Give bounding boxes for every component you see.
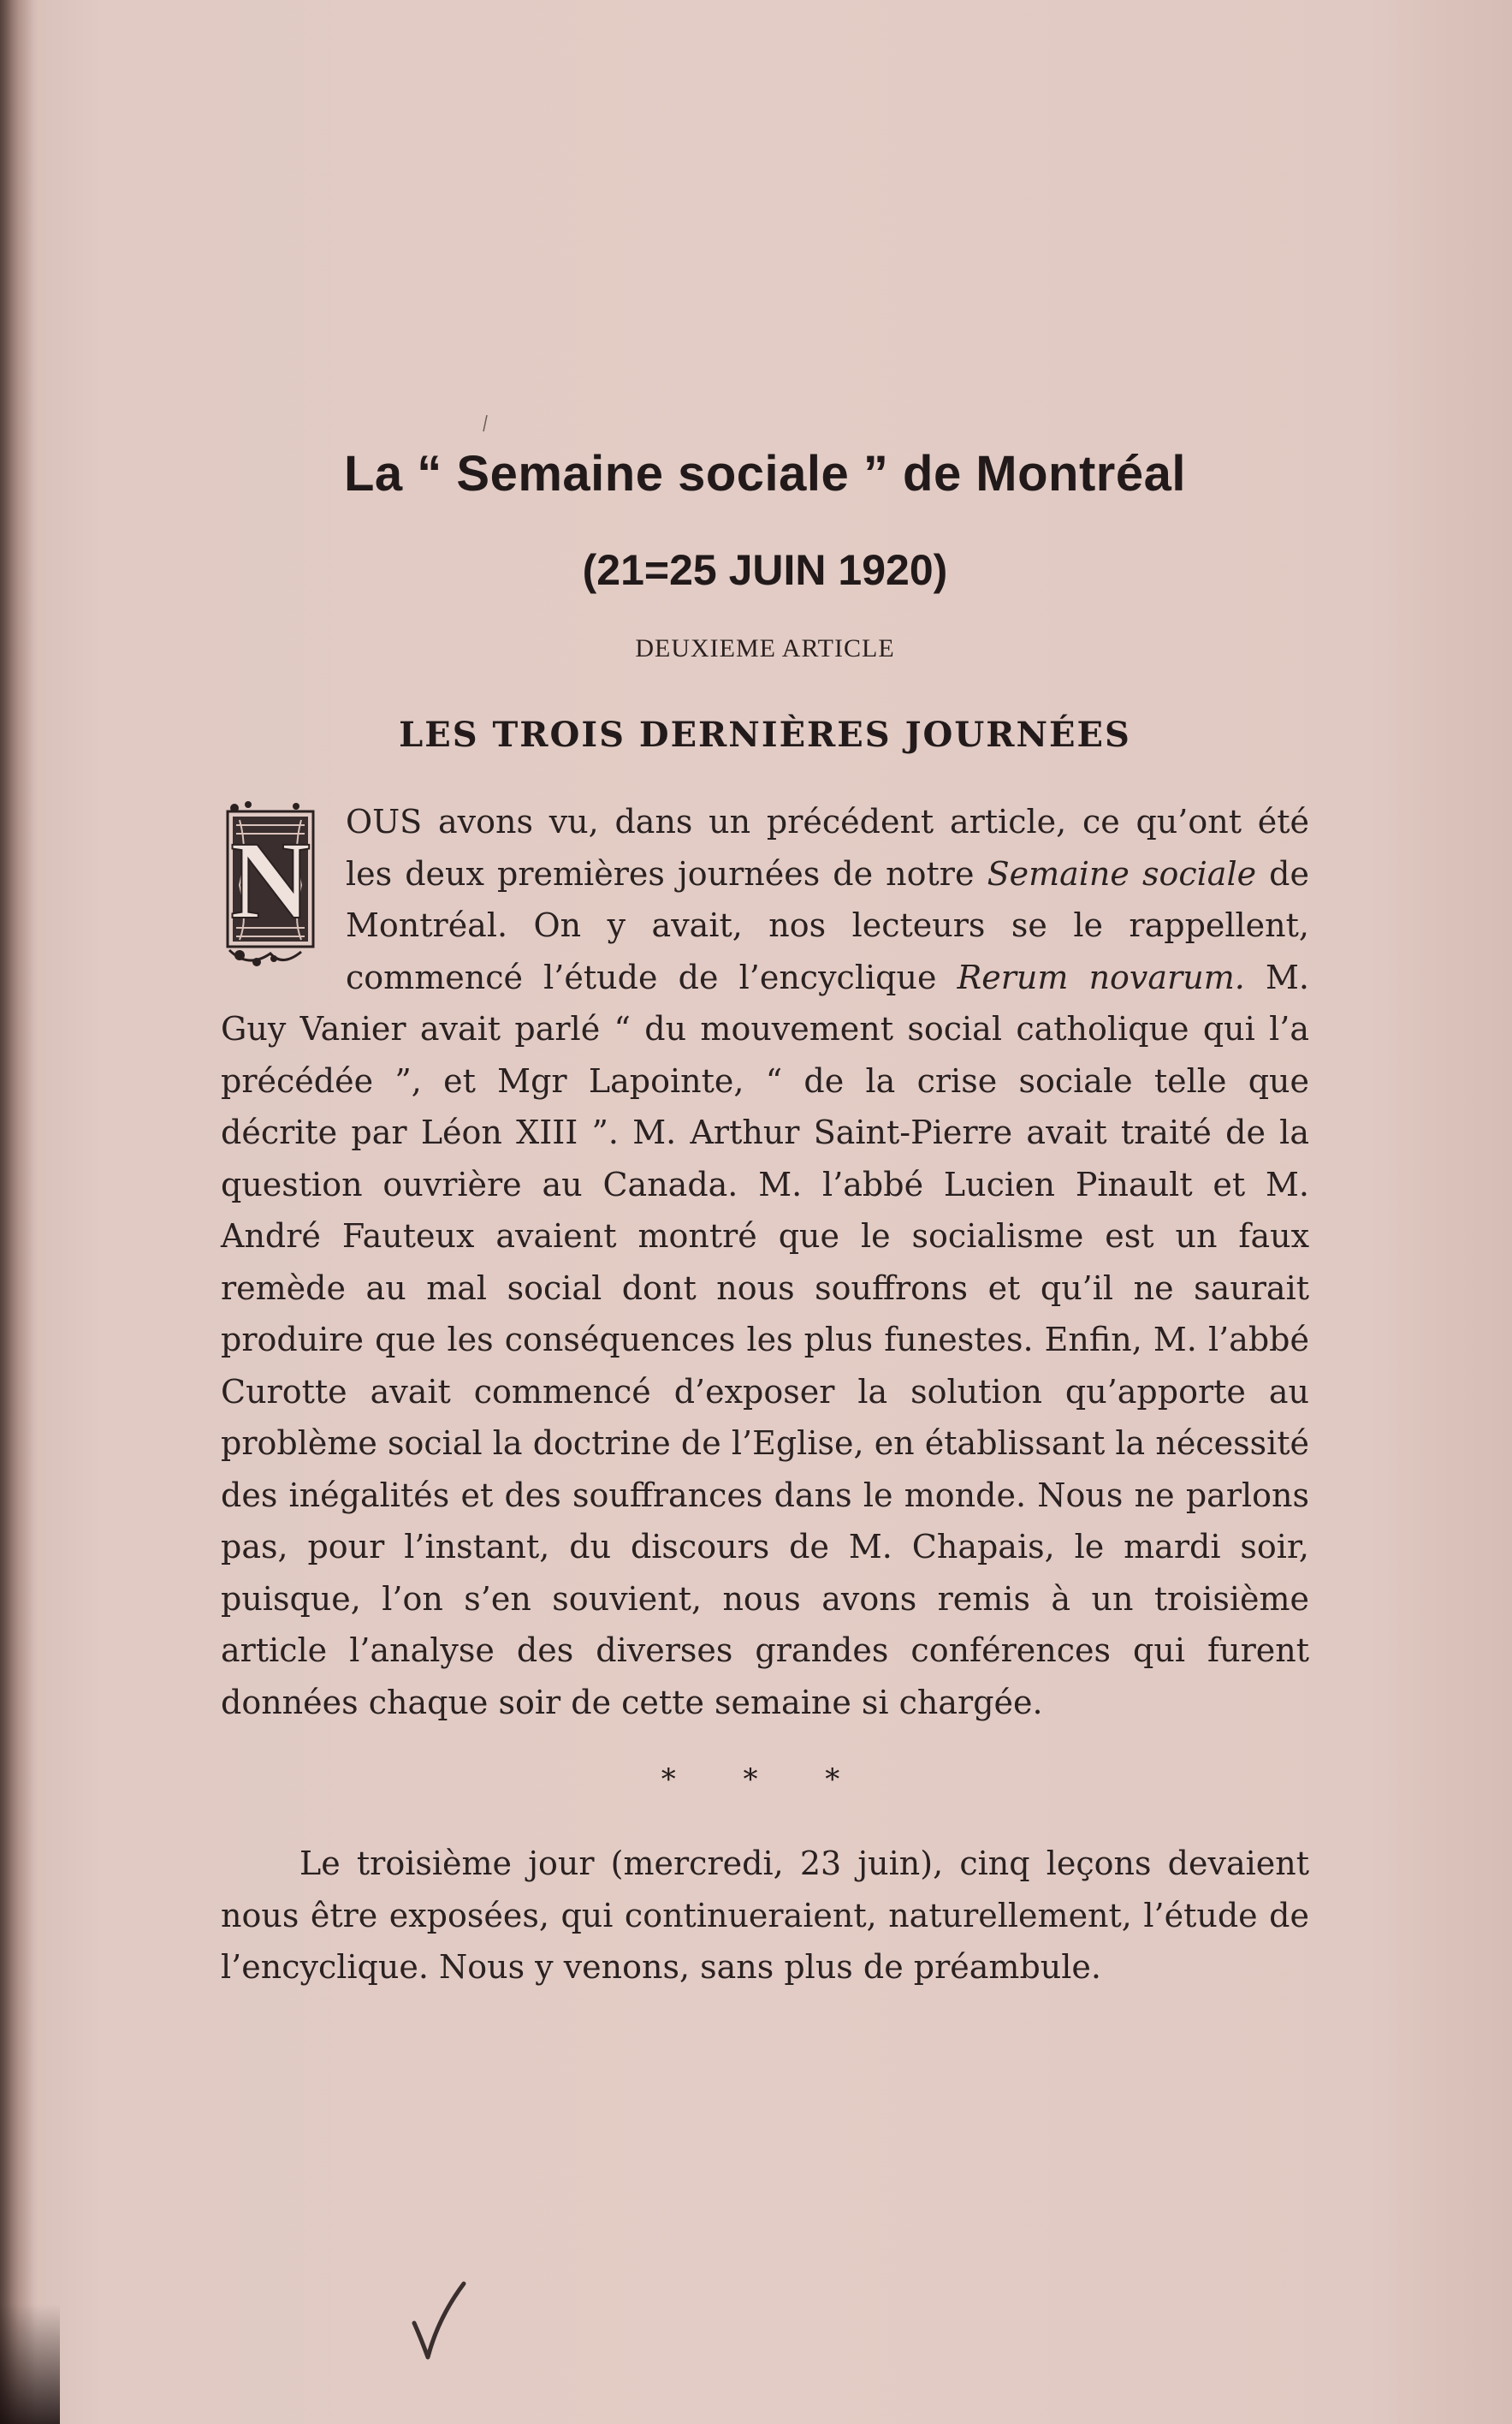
paragraph-1-text-b: de Montréal. On y avait, nos lecteurs se le rappellent, commencé l’étude de l’encyclique xyxy=(346,854,1309,996)
section-separator: * * * xyxy=(661,1762,869,1797)
italic-semaine-sociale: Semaine sociale xyxy=(987,854,1257,893)
ornamental-drop-cap-icon xyxy=(222,799,323,971)
paragraph-1 xyxy=(221,796,1309,1728)
article-label: DEUXIEME ARTICLE xyxy=(635,634,895,662)
paragraph-1-text-c: M. Guy Vanier avait parlé “ du mouvement social catholique qui l’a précédée ”, et Mgr Lapointe, “ de la crise sociale telle que décrite par Léon XIII ”. M. Arthur Saint-Pierre avait traité de la question ouvrière au Canada. M. l’abbé Lucien Pinault et M. André Fauteux avaient montré que le socialisme est un faux remède au mal social dont nous souffrons et qu’il ne saurait produire que les conséquences les plus funestes. Enfin, M. l’abbé Curotte avait commencé d’exposer la solution qu’apporte au problème social la doctrine de l’Eglise, en établissant la nécessité des inégalités et des souffrances dans le monde. Nous ne parlons pas, pour l’instant, du discours de M. Chapais, le mardi soir, puisque, l’on s’en souvient, nous avons remis à un troisième article l’analyse des diverses grandes conférences qui furent données chaque soir de cette semaine si chargée. xyxy=(221,958,1309,1721)
article-content xyxy=(221,428,1309,1993)
spine-shadow xyxy=(0,0,38,2424)
italic-rerum-novarum: Rerum novarum. xyxy=(957,958,1245,996)
article-dates: (21=25 JUIN 1920) xyxy=(582,546,948,594)
article-title: La “ Semaine sociale ” de Montréal xyxy=(344,446,1186,502)
page-corner-shadow xyxy=(0,2304,60,2424)
section-heading: LES TROIS DERNIÈRES JOURNÉES xyxy=(399,715,1131,755)
handwritten-check-icon xyxy=(409,2278,469,2364)
svg-text:N: N xyxy=(230,819,311,942)
paragraph-1-text-a: OUS avons vu, dans un précédent article, ce qu’ont été les deux premières journées de notre xyxy=(346,803,1309,893)
paragraph-2: Le troisième jour (mercredi, 23 juin), cinq leçons devaient nous être exposées, qui continueraient, naturellement, l’étude de l’encyclique. Nous y venons, sans plus de préambule. xyxy=(221,1845,1309,1986)
